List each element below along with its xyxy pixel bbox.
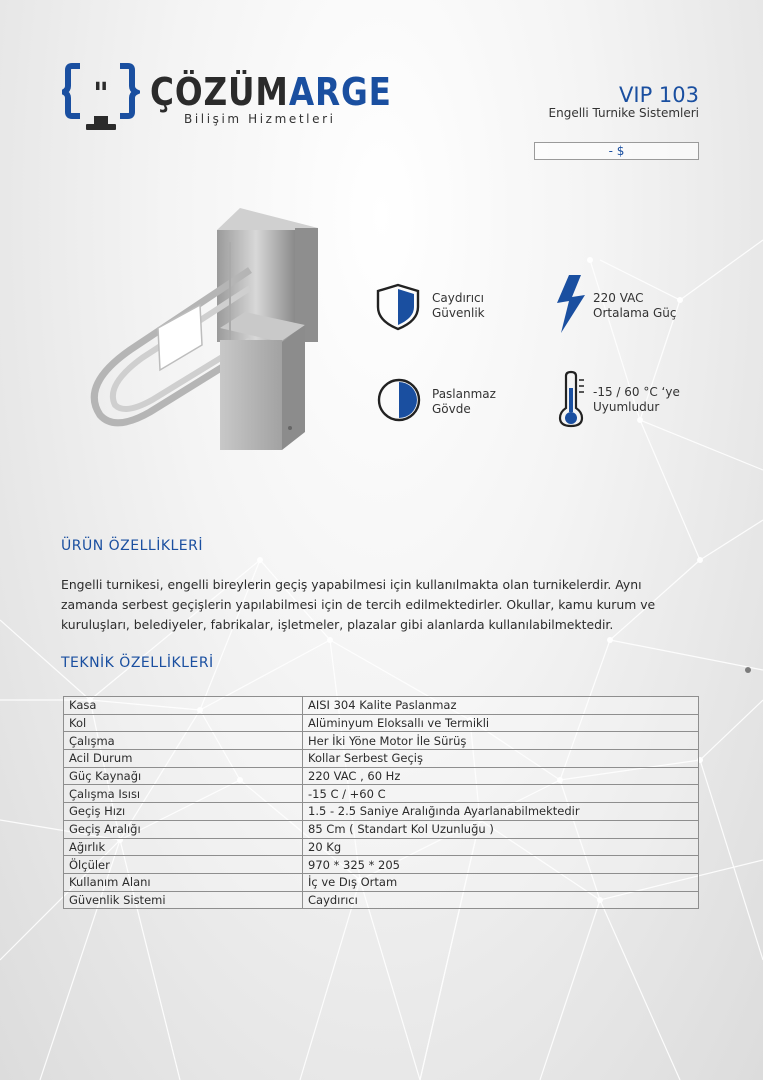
spec-key: Güç Kaynağı (64, 767, 303, 785)
spec-key: Geçiş Aralığı (64, 820, 303, 838)
spec-key: Ölçüler (64, 856, 303, 874)
spec-key: Kullanım Alanı (64, 873, 303, 891)
spec-value: Kollar Serbest Geçiş (303, 750, 699, 768)
product-subtitle: Engelli Turnike Sistemleri (548, 106, 699, 120)
feature-temperature-line2: Uyumludur (593, 400, 660, 414)
table-row (64, 856, 699, 874)
spec-key: Güvenlik Sistemi (64, 891, 303, 909)
feature-power-line1: 220 VAC (593, 291, 644, 305)
spec-value: Caydırıcı (303, 891, 699, 909)
spec-key: Kol (64, 714, 303, 732)
table-row (64, 803, 699, 821)
spec-key: Çalışma (64, 732, 303, 750)
half-circle-icon (376, 377, 422, 423)
table-row (64, 732, 699, 750)
spec-value: İç ve Dış Ortam (303, 873, 699, 891)
lightning-icon (555, 275, 587, 335)
table-row (64, 785, 699, 803)
logo-speech-bubble-icon (62, 60, 140, 136)
product-features-title: ÜRÜN ÖZELLİKLERİ (61, 538, 204, 554)
spec-key: Kasa (64, 697, 303, 715)
feature-stainless-line1: Paslanmaz (432, 387, 496, 401)
price-box: - $ (534, 142, 699, 160)
brand-name-part2: ARGE (288, 70, 392, 114)
spec-value: 220 VAC , 60 Hz (303, 767, 699, 785)
company-logo (62, 60, 392, 140)
spec-value: 20 Kg (303, 838, 699, 856)
spec-value: Alüminyum Eloksallı ve Termikli (303, 714, 699, 732)
feature-stainless-line2: Gövde (432, 402, 471, 416)
spec-value: 970 * 325 * 205 (303, 856, 699, 874)
spec-key: Çalışma Isısı (64, 785, 303, 803)
tech-specs-table (63, 696, 699, 909)
shield-icon (376, 283, 420, 331)
table-row (64, 697, 699, 715)
table-row (64, 820, 699, 838)
table-row (64, 873, 699, 891)
tech-specs-title: TEKNİK ÖZELLİKLERİ (61, 655, 214, 671)
spec-key: Acil Durum (64, 750, 303, 768)
spec-key: Ağırlık (64, 838, 303, 856)
table-row (64, 750, 699, 768)
feature-security-line1: Caydırıcı (432, 291, 484, 305)
spec-key: Geçiş Hızı (64, 803, 303, 821)
feature-power-text (593, 291, 676, 321)
table-row (64, 714, 699, 732)
feature-security-text (432, 291, 485, 321)
spec-value: 85 Cm ( Standart Kol Uzunluğu ) (303, 820, 699, 838)
brand-tagline: Bilişim Hizmetleri (184, 112, 336, 126)
table-row (64, 838, 699, 856)
feature-power-line2: Ortalama Güç (593, 306, 677, 320)
product-code: VIP 103 (619, 83, 699, 107)
feature-stainless-text (432, 387, 496, 417)
feature-temperature-text (593, 385, 680, 415)
brand-name (150, 70, 392, 114)
table-row (64, 891, 699, 909)
spec-value: -15 C / +60 C (303, 785, 699, 803)
feature-security-line2: Güvenlik (432, 306, 485, 320)
thermometer-icon (558, 370, 588, 428)
logo-glyph: " (93, 77, 109, 112)
spec-value: 1.5 - 2.5 Saniye Aralığında Ayarlanabilmektedir (303, 803, 699, 821)
feature-temperature-line1: -15 / 60 °C ‘ye (593, 385, 680, 399)
spec-value: AISI 304 Kalite Paslanmaz (303, 697, 699, 715)
product-features-description: Engelli turnikesi, engelli bireylerin geçiş yapabilmesi için kullanılmakta olan turnikelerdir. Aynı zamanda serbest geçişlerin yapılabilmesi için de tercih edilmektedirler. Okullar, kamu kurum ve kuruluşları, belediyeler, fabrikalar, işletmeler, plazalar gibi alanlarda kullanılabilmektedir. (61, 577, 656, 632)
spec-value: Her İki Yöne Motor İle Sürüş (303, 732, 699, 750)
turnstile-product-image (80, 200, 330, 455)
table-row (64, 767, 699, 785)
brand-name-part1: ÇÖZÜM (150, 70, 289, 114)
